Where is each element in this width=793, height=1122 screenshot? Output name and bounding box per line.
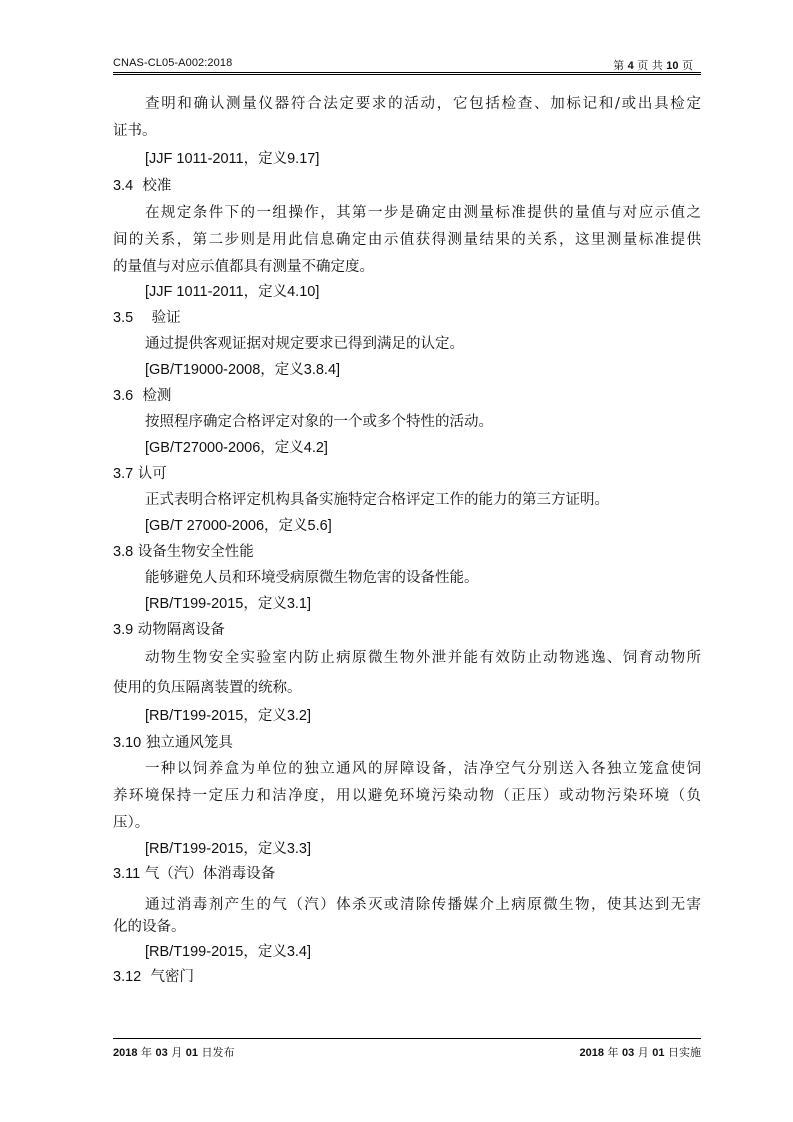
page-suffix: 页 — [682, 59, 693, 72]
release-unit-day: 日发布 — [201, 1046, 235, 1059]
release-day: 01 — [185, 1047, 198, 1059]
document-code: CNAS-CL05-A002:2018 — [113, 57, 233, 69]
paragraph-line: 养环境保持一定压力和洁净度，用以避免环境污染动物（正压）或动物污染环境（负 — [113, 788, 701, 804]
section-heading-3-9 — [113, 620, 225, 640]
section-number: 3.8 — [113, 544, 134, 560]
page-prefix: 第 — [613, 59, 625, 72]
section-number: 3.10 — [113, 735, 142, 751]
section-title: 气密门 — [150, 969, 194, 985]
section-title: 校准 — [142, 178, 172, 194]
impl-day: 01 — [652, 1047, 665, 1059]
section-heading-3-8 — [113, 542, 254, 562]
section-heading-3-11 — [113, 864, 275, 884]
section-title: 设备生物安全性能 — [137, 544, 254, 560]
reference: [GB/T19000-2008，定义3.8.4] — [145, 362, 341, 378]
section-heading-3-4 — [113, 176, 171, 196]
paragraph-line: 的量值与对应示值都具有测量不确定度。 — [113, 259, 374, 275]
section-title: 独立通风笼具 — [145, 735, 233, 751]
section-number: 3.9 — [113, 622, 134, 638]
impl-year: 2018 — [579, 1047, 604, 1059]
paragraph-line: 能够避免人员和环境受病原微生物危害的设备性能。 — [145, 570, 479, 586]
paragraph-line: 查明和确认测量仪器符合法定要求的活动，它包括检查、加标记和/或出具检定 — [145, 96, 701, 112]
section-title: 动物隔离设备 — [137, 622, 225, 638]
page-number: 4 — [627, 60, 634, 72]
reference: [GB/T 27000-2006，定义5.6] — [145, 518, 332, 534]
reference: [RB/T199-2015，定义3.2] — [145, 708, 312, 724]
paragraph-line: 正式表明合格评定机构具备实施特定合格评定工作的能力的第三方证明。 — [145, 492, 609, 508]
section-number: 3.11 — [113, 866, 141, 882]
reference: [GB/T27000-2006，定义4.2] — [145, 440, 328, 456]
reference: [RB/T199-2015，定义3.4] — [145, 944, 312, 960]
release-unit-year: 年 — [140, 1046, 152, 1059]
reference: [JJF 1011-2011，定义9.17] — [145, 151, 320, 167]
section-number: 3.6 — [113, 388, 134, 404]
section-heading-3-6 — [113, 386, 171, 406]
section-number: 3.5 — [113, 310, 134, 326]
release-year: 2018 — [113, 1047, 138, 1059]
total-pages: 10 — [666, 60, 679, 72]
paragraph-line: 通过提供客观证据对规定要求已得到满足的认定。 — [145, 336, 464, 352]
page-indicator — [613, 57, 693, 73]
paragraph-line: 动物生物安全实验室内防止病原微生物外泄并能有效防止动物逃逸、饲育动物所 — [145, 650, 701, 666]
section-heading-3-7 — [113, 464, 167, 484]
paragraph-line: 证书。 — [113, 123, 157, 139]
release-month: 03 — [155, 1047, 168, 1059]
impl-unit-day: 日实施 — [668, 1046, 701, 1059]
section-heading-3-10 — [113, 733, 233, 753]
section-heading-3-5 — [113, 308, 181, 328]
reference: [RB/T199-2015，定义3.1] — [145, 596, 312, 612]
section-number: 3.7 — [113, 466, 134, 482]
page-mid: 页 共 — [637, 59, 663, 72]
paragraph-line: 化的设备。 — [113, 919, 186, 935]
paragraph-line: 按照程序确定合格评定对象的一个或多个特性的活动。 — [145, 414, 493, 430]
impl-unit-month: 月 — [637, 1046, 649, 1059]
implementation-date — [580, 1044, 701, 1060]
footer-divider — [113, 1038, 701, 1039]
impl-month: 03 — [622, 1047, 635, 1059]
section-title: 气（汽）体消毒设备 — [144, 866, 276, 882]
release-date — [113, 1044, 234, 1060]
section-number: 3.12 — [113, 969, 142, 985]
paragraph-line: 使用的负压隔离装置的统称。 — [113, 680, 302, 696]
release-unit-month: 月 — [171, 1046, 183, 1059]
section-title: 验证 — [151, 310, 181, 326]
section-number: 3.4 — [113, 178, 134, 194]
impl-unit-year: 年 — [607, 1046, 619, 1059]
reference: [JJF 1011-2011，定义4.10] — [145, 284, 320, 300]
paragraph-line: 通过消毒剂产生的气（汽）体杀灭或清除传播媒介上病原微生物，使其达到无害 — [145, 897, 701, 913]
paragraph-line: 在规定条件下的一组操作，其第一步是确定由测量标准提供的量值与对应示值之 — [145, 205, 701, 221]
reference: [RB/T199-2015，定义3.3] — [145, 841, 312, 857]
header-divider-thin — [113, 74, 701, 75]
header-divider — [113, 72, 701, 73]
paragraph-line: 压）。 — [113, 815, 150, 831]
paragraph-line: 间的关系，第二步则是用此信息确定由示值获得测量结果的关系，这里测量标准提供 — [113, 232, 701, 248]
section-title: 认可 — [137, 466, 167, 482]
paragraph-line: 一种以饲养盒为单位的独立通风的屏障设备，洁净空气分别送入各独立笼盒使饲 — [145, 761, 701, 777]
section-heading-3-12 — [113, 967, 194, 987]
section-title: 检测 — [142, 388, 172, 404]
